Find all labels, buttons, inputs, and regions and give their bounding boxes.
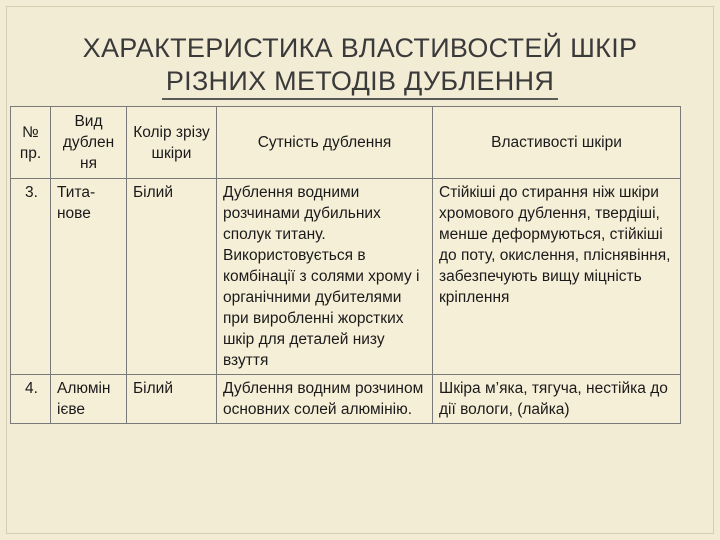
cell-cut-color: Білий (127, 179, 217, 375)
cell-tanning-type: Алюмін ієве (51, 375, 127, 424)
table-row (11, 179, 681, 375)
cell-leather-properties: Шкіра м’яка, тягуча, нестійка до дії вологи, (лайка) (433, 375, 681, 424)
cell-tanning-essence: Дублення водними розчинами дубильних сполук титану. Використовується в комбінації з солями хрому і органічними дубителями при виробленні жорстких шкір для деталей низу взуття (217, 179, 433, 375)
cell-cut-color: Білий (127, 375, 217, 424)
table-row (11, 375, 681, 424)
tanning-table-container (10, 106, 680, 424)
slide-title (0, 32, 720, 100)
cell-tanning-type: Тита-нове (51, 179, 127, 375)
header-tanning-essence: Сутність дублення (217, 107, 433, 179)
cell-leather-properties: Стійкіші до стирання ніж шкіри хромового дублення, твердіші, менше деформуються, стійкіші до поту, окислення, пліснявіння, забезпечують вищу міцність кріплення (433, 179, 681, 375)
cell-number: 3. (11, 179, 51, 375)
header-tanning-type: Вид дублен ня (51, 107, 127, 179)
title-line-2: РІЗНИХ МЕТОДІВ ДУБЛЕННЯ (162, 65, 558, 100)
tanning-properties-table (10, 106, 681, 424)
header-number: № пр. (11, 107, 51, 179)
title-line-1: ХАРАКТЕРИСТИКА ВЛАСТИВОСТЕЙ ШКІР (82, 33, 638, 63)
header-leather-properties: Властивості шкіри (433, 107, 681, 179)
cell-number: 4. (11, 375, 51, 424)
table-header-row (11, 107, 681, 179)
header-cut-color: Колір зрізу шкіри (127, 107, 217, 179)
cell-tanning-essence: Дублення водним розчином основних солей алюмінію. (217, 375, 433, 424)
